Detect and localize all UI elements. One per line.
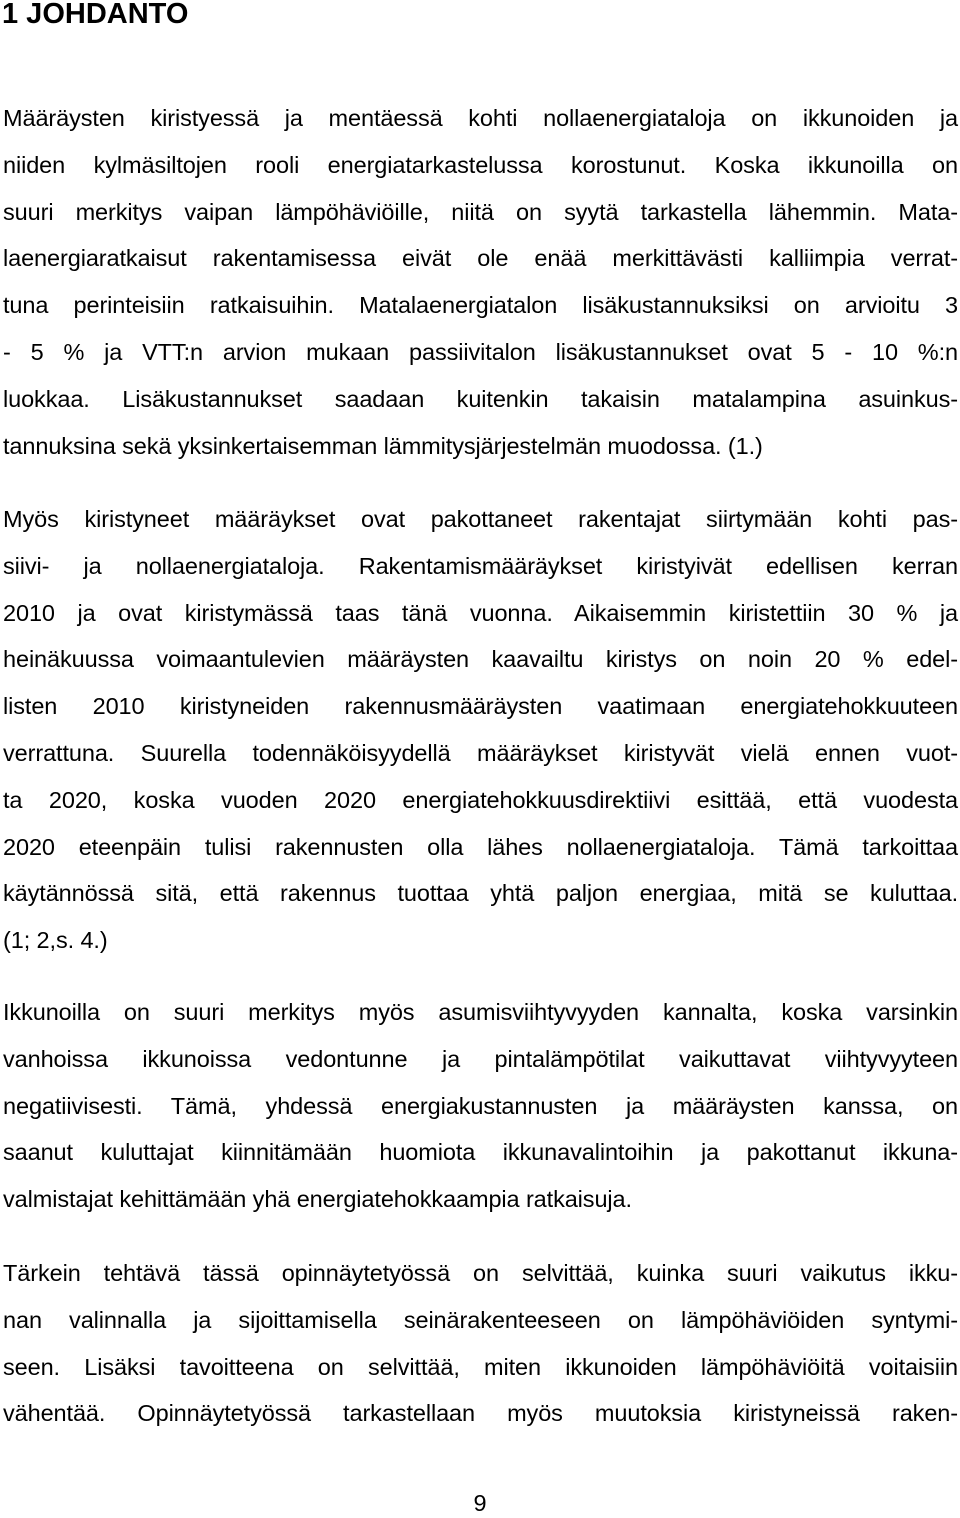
text-line: käytännössä sitä, että rakennus tuottaa yhtä paljon energiaa, mitä se kuluttaa. xyxy=(3,880,958,907)
text-line: luokkaa. Lisäkustannukset saadaan kuitenkin takaisin matalampina asuinkus- xyxy=(3,385,958,412)
text-line: vähentää. Opinnäytetyössä tarkastellaan myös muutoksia kiristyneissä raken- xyxy=(3,1400,958,1427)
chapter-heading: 1 JOHDANTO xyxy=(2,0,189,30)
paragraph-3 xyxy=(3,989,958,1223)
text-line: Määräysten kiristyessä ja mentäessä kohti nollaenergiataloja on ikkunoiden ja xyxy=(3,105,958,131)
text-line: tannuksina sekä yksinkertaisemman lämmitysjärjestelmän muodossa. (1.) xyxy=(3,432,763,459)
text-line: (1; 2,s. 4.) xyxy=(3,927,108,954)
text-line: valmistajat kehittämään yhä energiatehokkaampia ratkaisuja. xyxy=(3,1186,632,1213)
text-line: Tärkein tehtävä tässä opinnäytetyössä on selvittää, kuinka suuri vaikutus ikku- xyxy=(3,1260,958,1286)
text-line: saanut kuluttajat kiinnitämään huomiota ikkunavalintoihin ja pakottanut ikkuna- xyxy=(3,1139,958,1166)
text-line: 2010 ja ovat kiristymässä taas tänä vuonna. Aikaisemmin kiristettiin 30 % ja xyxy=(3,599,958,626)
text-line: nan valinnalla ja sijoittamisella seinärakenteeseen on lämpöhäviöiden syntymi- xyxy=(3,1306,958,1333)
text-line: tuna perinteisiin ratkaisuihin. Matalaenergiatalon lisäkustannuksiksi on arvioitu 3 xyxy=(3,292,958,319)
text-line: siivi- ja nollaenergiataloja. Rakentamismääräykset kiristyivät edellisen kerran xyxy=(3,552,958,579)
text-line: ta 2020, koska vuoden 2020 energiatehokkuusdirektiivi esittää, että vuodesta xyxy=(3,786,958,813)
page-number: 9 xyxy=(473,1490,487,1516)
text-line: laenergiaratkaisut rakentamisessa eivät ole enää merkittävästi kalliimpia verrat- xyxy=(3,245,958,272)
text-line: listen 2010 kiristyneiden rakennusmääräysten vaatimaan energiatehokkuuteen xyxy=(3,693,958,720)
text-line: vanhoissa ikkunoissa vedontunne ja pintalämpötilat vaikuttavat viihtyvyyteen xyxy=(3,1045,958,1072)
paragraph-2 xyxy=(3,496,958,964)
text-line: seen. Lisäksi tavoitteena on selvittää, miten ikkunoiden lämpöhäviöitä voitaisiin xyxy=(3,1353,958,1380)
text-line: Myös kiristyneet määräykset ovat pakottaneet rakentajat siirtymään kohti pas- xyxy=(3,506,958,532)
text-line: Ikkunoilla on suuri merkitys myös asumisviihtyvyyden kannalta, koska varsinkin xyxy=(3,999,958,1025)
text-line: negatiivisesti. Tämä, yhdessä energiakustannusten ja määräysten kanssa, on xyxy=(3,1092,958,1119)
paragraph-4 xyxy=(3,1250,958,1437)
paragraph-1 xyxy=(3,95,958,469)
text-line: heinäkuussa voimaantulevien määräysten kaavailtu kiristys on noin 20 % edel- xyxy=(3,646,958,673)
text-line: suuri merkitys vaipan lämpöhäviöille, niitä on syytä tarkastella lähemmin. Mata- xyxy=(3,198,958,225)
text-line: 2020 eteenpäin tulisi rakennusten olla lähes nollaenergiataloja. Tämä tarkoittaa xyxy=(3,833,958,860)
text-line: verrattuna. Suurella todennäköisyydellä määräykset kiristyvät vielä ennen vuot- xyxy=(3,739,958,766)
text-line: niiden kylmäsiltojen rooli energiatarkastelussa korostunut. Koska ikkunoilla on xyxy=(3,151,958,178)
text-line: - 5 % ja VTT:n arvion mukaan passiivitalon lisäkustannukset ovat 5 - 10 %:n xyxy=(3,338,958,365)
